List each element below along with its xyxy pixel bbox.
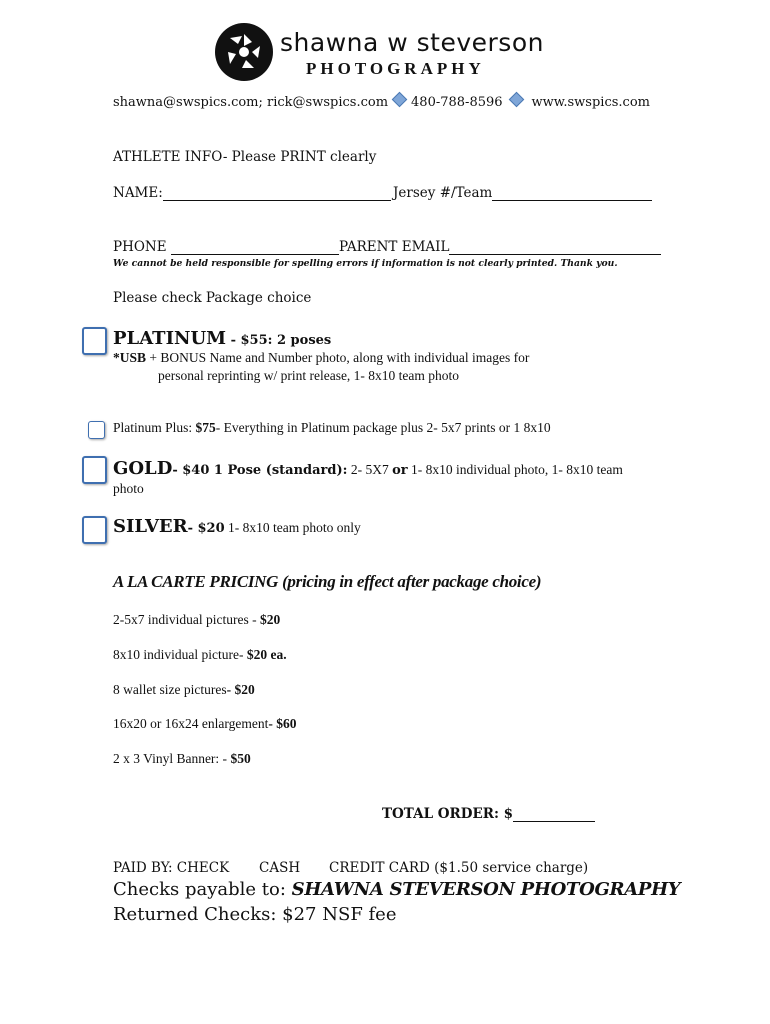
phone-label: PHONE [113,239,167,255]
a-la-carte-item [113,612,280,628]
camera-aperture-icon [214,22,274,82]
a-la-carte-item [113,751,251,767]
platinum-plus-checkbox[interactable] [88,421,105,439]
diamond-bullet-icon [392,92,408,108]
paid-by-check: PAID BY: CHECK [113,860,230,876]
athlete-heading: ATHLETE INFO- Please PRINT clearly [113,149,377,165]
a-la-carte-item-price: $50 [230,751,251,766]
checks-payable-label: Checks payable to: [113,879,292,900]
a-la-carte-item-price: $20 [259,612,281,627]
a-la-carte-item-label: 16x20 or 16x24 enlargement [113,716,269,731]
silver-row [113,516,361,537]
brand-name: shawna w steverson [280,28,544,57]
jersey-label: Jersey #/Team [393,185,493,201]
a-la-carte-item-price: - $20 [226,682,255,697]
gold-row [113,458,623,479]
logo [214,22,274,82]
platinum-desc-line1: + BONUS Name and Number photo, along with individual images for [146,350,530,365]
a-la-carte-item-price: $20 ea. [246,647,287,662]
a-la-carte-item [113,682,255,698]
gold-desc-3: photo [113,481,144,496]
silver-checkbox[interactable] [82,516,107,544]
platinum-checkbox[interactable] [82,327,107,355]
paid-by-credit: CREDIT CARD ($1.50 service charge) [329,860,589,876]
phone-row [113,239,339,255]
phone-field[interactable] [171,240,339,255]
checks-payable-payee: SHAWNA STEVERSON PHOTOGRAPHY [291,879,681,900]
contact-website: www.swspics.com [531,95,650,110]
gold-title: GOLD [113,458,173,479]
a-la-carte-item-label: 2 x 3 Vinyl Banner: - [113,751,231,766]
disclaimer: We cannot be held responsible for spelling errors if information is not clearly printed. Thank you. [113,258,618,269]
email-row [339,239,661,255]
package-heading: Please check Package choice [113,290,312,306]
platinum-plus-price: $75 [195,420,216,435]
diamond-bullet-icon [508,92,524,108]
platinum-plus-desc: - Everything in Platinum package plus 2- 5x7 prints or 1 8x10 [215,420,551,435]
total-order-field[interactable] [513,807,595,822]
platinum-desc-2: personal reprinting w/ print release, 1- 8x10 team photo [158,368,460,383]
total-order-row [382,806,595,822]
email-field[interactable] [449,240,661,255]
contact-phone: 480-788-8596 [411,95,503,110]
silver-price: - $20 [187,521,225,536]
a-la-carte-item [113,716,296,732]
platinum-desc-1 [113,350,529,366]
a-la-carte-item-price: - $60 [268,716,297,731]
name-label: NAME: [113,185,163,201]
total-order-label: TOTAL ORDER: $ [382,806,514,822]
name-row [113,185,391,201]
a-la-carte-item-label: 8 wallet size pictures [113,682,227,697]
platinum-plus-row [113,420,551,436]
email-label: PARENT EMAIL [339,239,450,255]
a-la-carte-item [113,647,287,663]
platinum-plus-label: Platinum Plus: [113,420,196,435]
contact-line [113,94,650,110]
jersey-row [393,185,652,201]
brand-subtitle: PHOTOGRAPHY [306,59,485,78]
paid-by-cash: CASH [259,860,301,876]
jersey-field[interactable] [492,186,652,201]
returned-checks: Returned Checks: $27 NSF fee [113,904,397,925]
platinum-usb: *USB [113,350,147,365]
gold-desc-2: 1- 8x10 individual photo, 1- 8x10 team [407,462,623,477]
silver-title: SILVER [113,516,188,537]
gold-or: or [392,463,408,478]
a-la-carte-item-label: 2-5x7 individual pictures - [113,612,260,627]
name-field[interactable] [163,186,391,201]
contact-emails: shawna@swspics.com; rick@swspics.com [113,95,389,110]
checks-payable-row [113,879,680,900]
gold-price: - $40 1 Pose (standard): [172,463,348,478]
platinum-poses: : 2 poses [267,333,332,348]
platinum-title-row [113,328,331,349]
gold-desc-1: 2- 5X7 [347,462,393,477]
platinum-title: PLATINUM [113,328,227,349]
a-la-carte-item-label: 8x10 individual picture- [113,647,247,662]
a-la-carte-heading: A LA CARTE PRICING (pricing in effect after package choice) [113,572,542,591]
silver-desc: 1- 8x10 team photo only [224,520,361,535]
gold-checkbox[interactable] [82,456,107,484]
platinum-price: - $55 [226,333,268,348]
